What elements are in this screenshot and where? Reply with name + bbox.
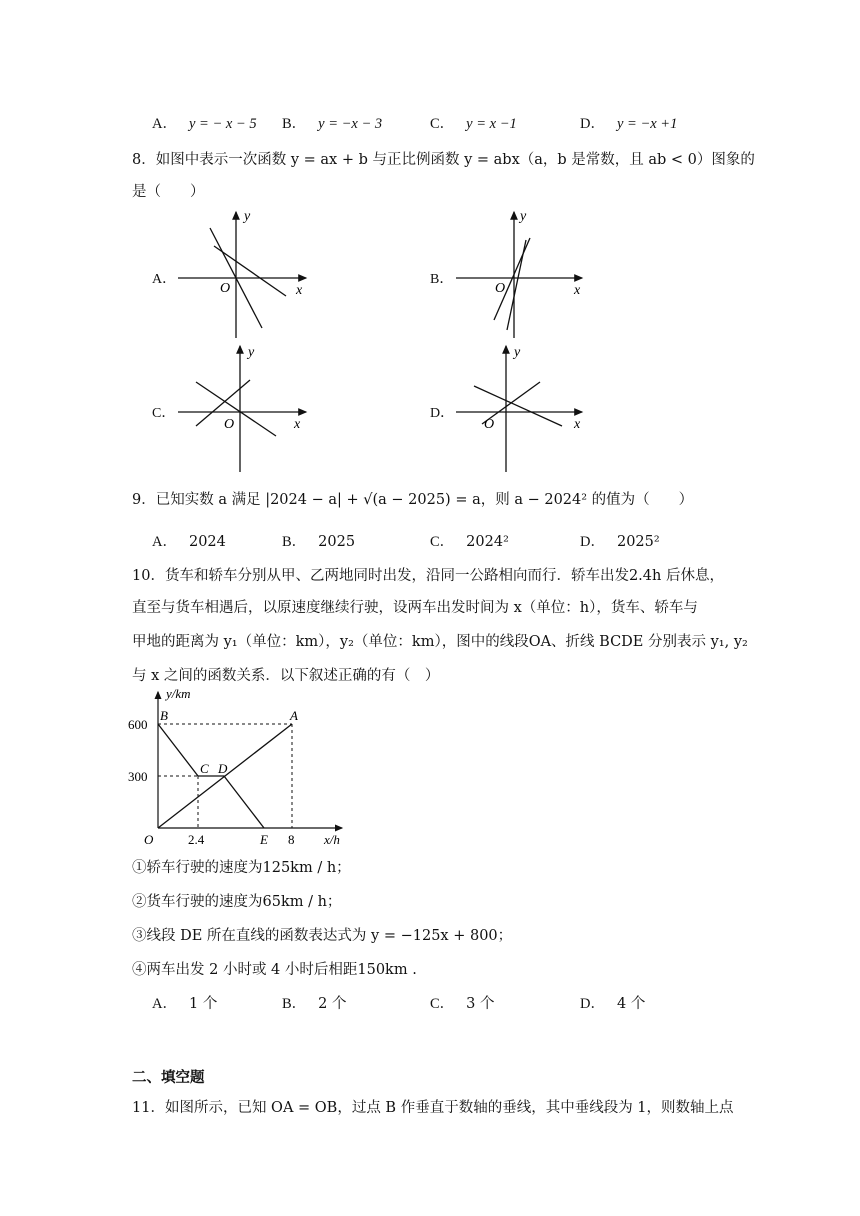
q7-option-b: B． y = −x − 3 xyxy=(282,116,383,132)
q10-ytick-600: 600 xyxy=(128,717,148,732)
q10-stem-line4: 与 x 之间的函数关系．以下叙述正确的有（ ） xyxy=(132,668,440,684)
q10-stem-line2: 直至与货车相遇后，以原速度继续行驶，设两车出发时间为 x（单位：h），货车、轿车与 xyxy=(132,600,698,616)
graph-b-origin: O xyxy=(495,281,506,296)
q8-stem-line2: 是（ ） xyxy=(132,184,205,200)
q11-stem-line1: 11．如图所示，已知 OA = OB，过点 B 作垂直于数轴的垂线，其中垂线段为 1，则数轴上点 xyxy=(132,1100,734,1116)
q10-statement-4: ④两车出发 2 小时或 4 小时后相距150km . xyxy=(132,962,417,978)
graph-c xyxy=(178,346,306,472)
graph-b-y-label: y xyxy=(520,209,527,224)
q10-statement-1: ①轿车行驶的速度为125km / h； xyxy=(132,860,351,876)
graph-a-origin: O xyxy=(220,281,231,296)
q8-graph-a-label: A． xyxy=(152,272,177,287)
q10-xtick-2.4: 2.4 xyxy=(188,832,205,847)
graph-c-x-label: x xyxy=(294,417,301,432)
q10-point-O: O xyxy=(144,832,154,847)
q10-option-b: B． 2 个 xyxy=(282,996,347,1012)
q10-stem-line3: 甲地的距离为 y₁（单位：km），y₂（单位：km），图中的线段OA、折线 BCDE 分别表示 y₁, y₂ xyxy=(132,634,748,650)
q8-graph-b-label: B． xyxy=(430,272,454,287)
q10-option-c: C． 3 个 xyxy=(430,996,495,1012)
q10-xlabel: x/h xyxy=(324,832,340,847)
graph-d-x-label: x xyxy=(574,417,581,432)
q10-point-D: D xyxy=(218,761,228,776)
q10-ylabel: y/km xyxy=(166,686,191,701)
q9-option-a: A． 2024 xyxy=(152,534,226,550)
q8-graph-c-label: C． xyxy=(152,406,176,421)
q9-option-d: D． 2025² xyxy=(580,534,660,550)
q10-stem-line1: 10．货车和轿车分别从甲、乙两地同时出发，沿同一公路相向而行．轿车出发2.4h 后休息， xyxy=(132,568,724,584)
q8-graph-d-label: D． xyxy=(430,406,455,421)
q9-option-b: B． 2025 xyxy=(282,534,356,550)
q7-option-a: A． y = − x − 5 xyxy=(152,116,257,132)
q10-statement-2: ②货车行驶的速度为65km / h； xyxy=(132,894,342,910)
graph-c-origin: O xyxy=(224,417,235,432)
q7-option-c: C． y = x −1 xyxy=(430,116,517,132)
q10-option-d: D． 4 个 xyxy=(580,996,646,1012)
q7-option-d: D． y = −x +1 xyxy=(580,116,678,132)
graph-a-y-label: y xyxy=(244,209,251,224)
q10-statement-3: ③线段 DE 所在直线的函数表达式为 y = −125x + 800； xyxy=(132,928,513,944)
q9-option-c: C． 2024² xyxy=(430,534,509,550)
graph-d-y-label: y xyxy=(514,345,521,360)
q10-polyline-BCDE xyxy=(158,724,264,828)
q10-option-a: A． 1 个 xyxy=(152,996,218,1012)
q10-point-A: A xyxy=(290,708,298,723)
section-heading-fill-in: 二、填空题 xyxy=(132,1070,205,1086)
graph-a xyxy=(178,212,306,338)
q8-graphs xyxy=(0,0,860,500)
graph-b-x-label: x xyxy=(574,283,581,298)
q10-point-B: B xyxy=(160,708,168,723)
graph-d xyxy=(456,346,582,472)
q10-xtick-8: 8 xyxy=(288,832,295,847)
q8-stem-line1: 8．如图中表示一次函数 y = ax + b 与正比例函数 y = abx（a，b 是常数，且 ab < 0）图象的 xyxy=(132,152,755,168)
graph-c-line-2 xyxy=(196,382,276,436)
q10-point-E: E xyxy=(260,832,268,847)
graph-c-y-label: y xyxy=(248,345,255,360)
q10-ytick-300: 300 xyxy=(128,769,148,784)
q10-chart xyxy=(120,684,360,854)
graph-b xyxy=(456,212,582,338)
q9-stem: 9．已知实数 a 满足 |2024 − a| + √(a − 2025) = a，则 a − 2024² 的值为（ ） xyxy=(132,492,694,508)
q10-point-C: C xyxy=(200,761,209,776)
graph-d-origin: O xyxy=(484,417,495,432)
graph-a-x-label: x xyxy=(296,283,303,298)
